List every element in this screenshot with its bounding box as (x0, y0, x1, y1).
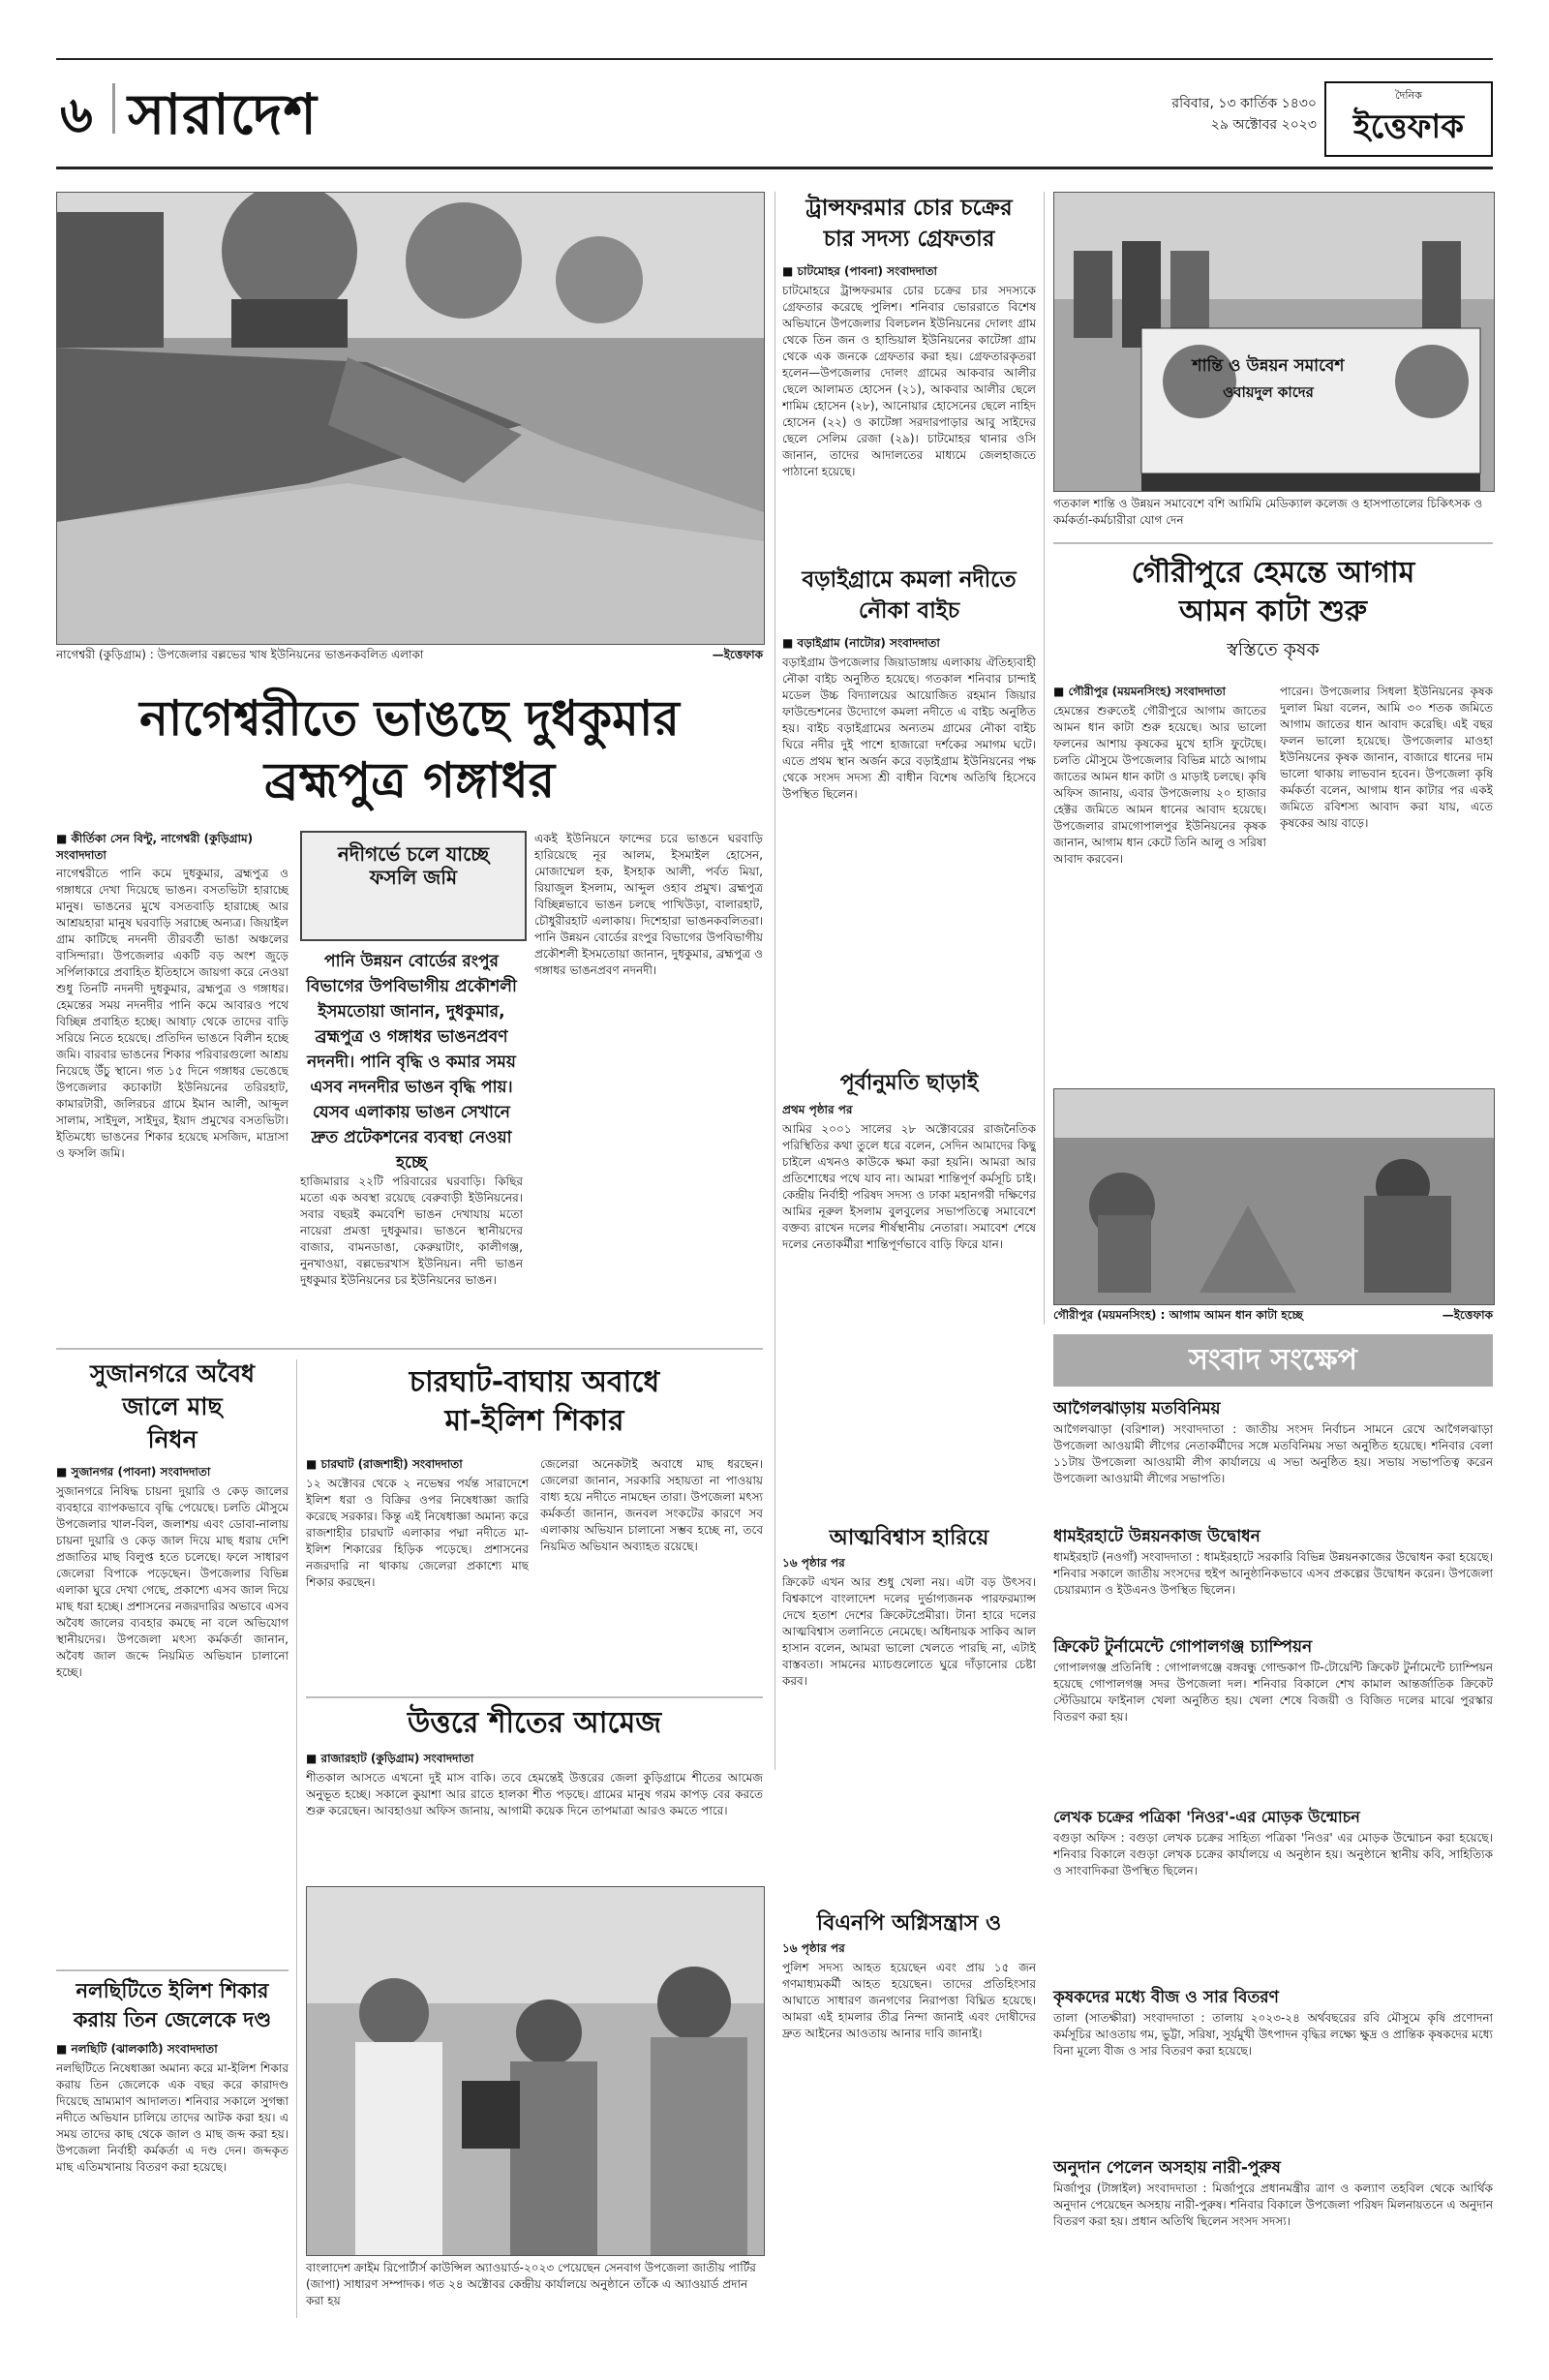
gouripur-body-col-2: পারেন। উপজেলার সিধলা ইউনিয়নের কৃষক দুলাল মিয়া বলেন, আমি ৩০ শতক জমিতে আগাম জাতের ধান আবাদ করেছি। এই বছর ফলন ভালো হয়েছে। উপজেলার মাওহা ইউনিয়নের কৃষক জানান, বাজারে ধানের দাম ভালো থাকায় লাভবান হবেন। উপজেলা কৃষি কর্মকর্তা বলেন, আগাম ধান কাটার পর একই জমিতে রবিশস্য আবাদ করা যায়, এতে কৃষকের আয় বাড়ে। (1280, 685, 1493, 830)
nalchity-byline: ■ নলছিটি (ঝালকাঠি) সংবাদদাতা (56, 2042, 218, 2056)
column-divider-1 (774, 192, 775, 1770)
masthead-logo (1324, 81, 1493, 157)
sujanagar-headline-2: জালে মাছ (122, 1392, 223, 1420)
harvest-photo-credit: —ইত্তেফাক (1442, 1308, 1493, 1322)
brief-3-body: গোপালগঞ্জ প্রতিনিধি : গোপালগঞ্জে বঙ্গবন্ধু গোল্ডকাপ টি-টোয়েন্টি ক্রিকেট টুর্নামেন্টে চ্যাম্পিয়ন হয়েছে গোপালগঞ্জ সদর উপজেলা দল। শনিবার বিকালে শেখ কামাল আন্তর্জাতিক ক্রিকেট স্টেডিয়ামে ফাইনাল খেলা অনুষ্ঠিত হয়। খেলা শেষে বিজয়ী ও বিজিত দলের মাঝে পুরস্কার বিতরণ করা হয়। (1053, 1661, 1493, 1724)
winter-body: শীতকাল আসতে এখনো দুই মাস বাকি। তবে হেমন্তেই উত্তরের জেলা কুড়িগ্রামে শীতের আমেজ অনুভূত হচ্ছে। সকালে কুয়াশা আর রাতে হালকা শীত পড়ছে। গ্রামের মানুষ গরম কাপড় বের করতে শুরু করেছেন। আবহাওয়া অফিস জানায়, আগামী কয়েক দিনে তাপমাত্রা আরও কমতে পারে। (306, 1771, 763, 1817)
permission-body: আমির ২০০১ সালের ২৮ অক্টোবরের রাজনৈতিক পরিস্থিতির কথা তুলে ধরে বলেন, সেদিন আমাদের কিছু চাইলে এখনও কাউকে ক্ষমা করা হয়নি। আমরা আর প্রতিশোধের পথে যাব না। আমরা শান্তিপূর্ণ কর্মসূচি চাই। কেন্দ্রীয় নির্বাহী পরিষদ সদস্য ও ঢাকা মহানগরী দক্ষিণের আমির নূরুল ইসলাম বুলবুলের সভাপতিত্বে সমাবেশে বক্তব্য রাখেন দলের শীর্ষস্থানীয় নেতারা। সমাবেশ শেষে দলের নেতাকর্মীরা শান্তিপূর্ণভাবে বাড়ি ফিরে যান। (782, 1122, 1036, 1251)
lead-headline-line-1: নাগেশ্বরীতে ভাঙছে দুধকুমার (139, 690, 680, 747)
lead-photo (56, 192, 765, 645)
column-divider-lower (296, 1359, 297, 2318)
sujanagar-bottom-rule (56, 1969, 289, 1971)
sujanagar-byline: ■ সুজানগর (পাবনা) সংবাদদাতা (56, 1465, 211, 1479)
bnp-body: পুলিশ সদস্য আহত হয়েছেন এবং প্রায় ১৫ জন গণমাধ্যমকর্মী আহত হয়েছেন। তাদের প্রতিহিংসার আঘাতে সাধারণ জনগণের নিরাপত্তা বিঘ্নিত হয়েছে। আমরা এই হামলার তীব্র নিন্দা জানাই এবং দোষীদের দ্রুত আইনের আওতায় আনার দাবি জানাই। (782, 1961, 1036, 2040)
award-photo (306, 1886, 765, 2256)
brief-5-title: কৃষকদের মধ্যে বীজ ও সার বিতরণ (1053, 1988, 1279, 2007)
lead-photo-credit: —ইত্তেফাক (712, 648, 763, 661)
charghat-headline-1: চারঘাট-বাঘায় অবাধে (409, 1365, 660, 1399)
lead-box-header (300, 831, 527, 941)
gouripur-headline-1: গৌরীপুরে হেমন্তে আগাম (1131, 556, 1415, 590)
lead-box-quote: পানি উন্নয়ন বোর্ডের রংপুর বিভাগের উপবিভাগীয় প্রকৌশলী ইসমতোয়া জানান, দুধকুমার, ব্রহ্মপুত্র ও গঙ্গাধর ভাঙনপ্রবণ নদনদী। পানি বৃদ্ধি ও কমার সময় এসব নদনদীর ভাঙন বৃদ্ধি পায়। যেসব এলাকায় ভাঙন সেখানে দ্রুত প্রটেকশনের ব্যবস্থা নেওয়া হচ্ছে (306, 952, 517, 1173)
bnp-byline: ১৬ পৃষ্ঠার পর (782, 1941, 845, 1955)
transformer-headline-1: ট্রান্সফরমার চোর চক্রের (805, 196, 1013, 221)
nalchity-body: নলছিটিতে নিষেধাজ্ঞা অমান্য করে মা-ইলিশ শিকার করায় তিন জেলেকে এক বছর করে কারাদণ্ড দিয়েছে ভ্রাম্যমাণ আদালত। শনিবার সকালে সুগন্ধা নদীতে অভিযান চালিয়ে তাদের আটক করা হয়। এ সময় তাদের কাছ থেকে জাল ও মাছ জব্দ করা হয়। উপজেলা নির্বাহী কর্মকর্তা এ দণ্ড দেন। জব্দকৃত মাছ এতিমখানায় বিতরণ করা হয়েছে। (56, 2061, 289, 2174)
award-photo-caption: বাংলাদেশ ক্রাইম রিপোর্টার্স কাউন্সিল অ্যাওয়ার্ড-২০২৩ পেয়েছেন সেনবাগ উপজেলা জাতীয় পার্টির (জাপা) সাধারণ সম্পাদক। গত ২৪ অক্টোবর কেন্দ্রীয় কার্যালয়ে অনুষ্ঠানে তাঁকে এ অ্যাওয়ার্ড প্রদান করা হয় (306, 2261, 756, 2307)
nalchity-headline-2: করায় তিন জেলেকে দণ্ড (73, 2008, 272, 2031)
page-number-separator (112, 83, 115, 134)
sujanagar-headline-3: নিধন (147, 1425, 197, 1453)
gouripur-byline: ■ গৌরীপুর (ময়মনসিংহ) সংবাদদাতা (1053, 685, 1226, 698)
lead-photo-caption: নাগেশ্বরী (কুড়িগ্রাম) : উপজেলার বল্লভের খাষ ইউনিয়নের ভাঙনকবলিত এলাকা (56, 648, 424, 661)
charghat-bottom-rule (306, 1696, 763, 1698)
sujanagar-body: সুজানগরে নিষিদ্ধ চায়না দুয়ারি ও কেড় জালের ব্যবহারে ব্যাপকভাবে বৃদ্ধি পেয়েছে। চলতি মৌসুমে উপজেলার খাল-বিল, জলাশয় এবং ডোবা-নালায় চায়না দুয়ারি ও কেড় জাল দিয়ে মাছ ধরায় দেশি প্রজাতির মাছ বিলুপ্ত হতে চলেছে। ফলে সাধারণ জেলেরা বিপাকে পড়েছেন। উপজেলার বিভিন্ন এলাকা ঘুরে দেখা গেছে, প্রকাশ্যে এসব জাল দিয়ে মাছ ধরা হচ্ছে। প্রশাসনের নজরদারির অভাবে এসব অবৈধ জালের ব্যবহার কমছে না বলে অভিযোগ স্থানীয়দের। উপজেলা মৎস্য কর্মকর্তা জানান, অবৈধ জাল জব্দে নিয়মিত অভিযান চালানো হচ্ছে। (56, 1484, 289, 1679)
transformer-headline-2: চার সদস্য গ্রেফতার (823, 227, 995, 252)
charghat-body-col-1: ১২ অক্টোবর থেকে ২ নভেম্বর পর্যন্ত সারাদেশে ইলিশ ধরা ও বিক্রির ওপর নিষেধাজ্ঞা জারি করেছে সরকার। কিন্তু এই নিষেধাজ্ঞা অমান্য করে রাজশাহীর চারঘাট এলাকার পদ্মা নদীতে মা-ইলিশ শিকারের হিড়িক পড়েছে। প্রশাসনের নজরদারি না থাকায় জেলেরা প্রকাশ্যে মাছ শিকার করছেন। (306, 1477, 529, 1589)
sujanagar-headline-1: সুজানগরে অবৈধ (89, 1359, 256, 1388)
nalchity-headline-1: নলছিটিতে ইলিশ শিকার (76, 1979, 269, 2002)
brief-5-body: তালা (সাতক্ষীরা) সংবাদদাতা : তালায় ২০২৩-২৪ অর্থবছরের রবি মৌসুমে কৃষি প্রণোদনা কর্মসূচির আওতায় গম, ভুট্টা, সরিষা, সূর্যমুখী উৎপাদন বৃদ্ধির লক্ষ্যে ক্ষুদ্র ও প্রান্তিক কৃষকদের মধ্যে বিনা মূল্যে বীজ ও সার বিতরণ করা হয়েছে। (1053, 2011, 1493, 2058)
charghat-body-col-2: জেলেরা অনেকটাই অবাধে মাছ ধরছেন। জেলেরা জানান, সরকারি সহায়তা না পাওয়ায় বাধ্য হয়ে নদীতে নামছেন তারা। উপজেলা মৎস্য কর্মকর্তা জানান, জনবল সংকটের কারণে সব এলাকায় অভিযান চালানো সম্ভব হচ্ছে না, তবে নিয়মিত অভিযান অব্যাহত রয়েছে। (540, 1457, 763, 1553)
rally-photo (1053, 192, 1495, 492)
lead-bottom-rule (56, 1348, 763, 1350)
rally-photo-caption: গতকাল শান্তি ও উন্নয়ন সমাবেশে বশি আমিমি মেডিক্যাল কলেজ ও হাসপাতালের চিকিৎসক ও কর্মকর্তা-কর্মচারীরা যোগ দেন (1053, 497, 1483, 527)
confidence-body: ক্রিকেট এখন আর শুধু খেলা নয়। এটা বড় উৎসব। বিশ্বকাপে বাংলাদেশ দলের দুর্ভাগ্যজনক পারফরম্যান্স দেখে হতাশ দেশের ক্রিকেটপ্রেমীরা। টানা হারে দলের আত্মবিশ্বাস তলানিতে নেমেছে। অধিনায়ক সাকিব আল হাসান বলেন, আমরা ভালো খেলতে পারছি না, এটাই বাস্তবতা। সামনের ম্যাচগুলোতে ঘুরে দাঁড়ানোর চেষ্টা করব। (782, 1575, 1036, 1688)
harvest-photo-caption: গৌরীপুর (ময়মনসিংহ) : আগাম আমন ধান কাটা হচ্ছে (1053, 1308, 1303, 1322)
news-brief-banner: সংবাদ সংক্ষেপ (1053, 1334, 1493, 1387)
transformer-byline: ■ চাটমোহর (পাবনা) সংবাদদাতা (782, 264, 937, 278)
brief-1-title: আগৈলঝাড়ায় মতবিনিময় (1053, 1399, 1221, 1419)
transformer-body: চাটমোহরে ট্রান্সফরমার চোর চক্রের চার সদস্যকে গ্রেফতার করেছে পুলিশ। শনিবার ভোররাতে বিশেষ অভিযানে উপজেলার বিলচলন ইউনিয়নের দোলং গ্রাম থেকে তিন জন ও হান্ডিয়াল ইউনিয়নের কাটেঙ্গা গ্রাম থেকে এক জনকে গ্রেফতার করা হয়। গ্রেফতারকৃতরা হলেন—উপজেলার দোলং গ্রামের আকবার আলীর ছেলে আলামত হোসেন (২১), আকবার আলীর ছেলে শামিম হোসেন (২৮), আনোয়ার হোসেনের ছেলে নাহিদ হোসেন (২২) ও কাটেঙ্গা সরদারপাড়ার আবু সাইদের ছেলে সেলিম রেজা (২৯)। চাটমোহর থানার ওসি জানান, তাদের আদালতের মাধ্যমে জেলহাজতে পাঠানো হয়েছে। (782, 284, 1036, 478)
brief-6-title: অনুদান পেলেন অসহায় নারী-পুরুষ (1053, 2158, 1281, 2178)
boat-body: বড়াইগ্রাম উপজেলার জিয়াডাঙ্গায় এলাকায় ঐতিহ্যবাহী নৌকা বাইচ অনুষ্ঠিত হয়েছে। গতকাল শনিবার চান্দাই মডেল উচ্চ বিদ্যালয়ের আয়োজিত রহমান জিয়ার ফাউন্ডেশনের উদ্যোগে কমলা নদীতে এ বাইচ অনুষ্ঠিত হয়। বাইচ বড়াইগ্রামের অন্যতম গ্রামের নৌকা বাইচ ঘিরে নদীর দুই পাশে হাজারো দর্শকের সমাগম ঘটে। এতে প্রথম স্থান অর্জন করে বড়াইগ্রাম ইউনিয়নের পক্ষ থেকে সংসদ সদস্য শ্রী বাধীন বিশেষ অতিথি হিসেবে উপস্থিত ছিলেন। (782, 656, 1036, 801)
lead-headline-line-2: ব্রহ্মপুত্র গঙ্গাধর (263, 752, 556, 809)
charghat-headline-2: মা-ইলিশ শিকার (444, 1404, 624, 1438)
brief-2-title: ধামইরহাটে উন্নয়নকাজ উদ্বোধন (1053, 1527, 1260, 1546)
boat-headline-1: বড়াইগ্রামে কমলা নদীতে (802, 567, 1017, 593)
brief-1-body: আগৈলঝাড়া (বরিশাল) সংবাদদাতা : জাতীয় সংসদ নির্বাচন সামনে রেখে আগৈলঝাড়া উপজেলা আওয়ামী লীগের নেতাকর্মীদের সঙ্গে মতবিনিময় সভা অনুষ্ঠিত হয়েছে। শনিবার বেলা ১১টায় উপজেলা আওয়ামী লীগ কার্যালয়ে এ সভা অনুষ্ঠিত হয়। সভায় সভাপতিত্ব করেন উপজেলা আওয়ামী লীগের সভাপতি। (1053, 1422, 1493, 1485)
brief-6-body: মির্জাপুর (টাঙ্গাইল) সংবাদদাতা : মির্জাপুরে প্রধানমন্ত্রীর ত্রাণ ও কল্যাণ তহবিল থেকে আর্থিক অনুদান পেয়েছেন অসহায় নারী-পুরুষ। শনিবার বিকালে উপজেলা পরিষদ মিলনায়তনে এ অনুদান বিতরণ করা হয়। প্রধান অতিথি ছিলেন সংসদ সদস্য। (1053, 2182, 1493, 2228)
lead-body-col-4: একই ইউনিয়নে ফান্দের চরে ভাঙনে ঘরবাড়ি হারিয়েছে নূর আলম, ইসমাইল হোসেন, মোজাম্মেল হক, ইসহাক আলী, পর্বত মিয়া, রিয়াজুল ইসলাম, আব্দুল ওহাব প্রমুখ। ব্রহ্মপুত্র বিচ্ছিন্নভাবে ভাঙন চলছে পাখিউড়া, বালারহাট, চৌধুরীরহাট এলাকায়। দিশেহারা ভাঙনকবলিতরা। পানি উন্নয়ন বোর্ডের রংপুর বিভাগের উপবিভাগীয় প্রকৌশলী ইসমতোয়া জানান, দুধকুমার, ব্রহ্মপুত্র ও গঙ্গাধর ভাঙনপ্রবণ নদনদী। (534, 832, 763, 977)
award-ceremony-image (307, 1887, 764, 2255)
rice-harvest-image (1054, 1089, 1494, 1304)
winter-headline: উত্তরে শীতের আমেজ (407, 1706, 662, 1740)
column-divider-2 (1044, 192, 1045, 1325)
charghat-byline: ■ চারঘাট (রাজশাহী) সংবাদদাতা (306, 1457, 463, 1471)
date-bengali: রবিবার, ১৩ কার্তিক ১৪৩০ (1171, 96, 1317, 111)
boat-byline: ■ বড়াইগ্রাম (নাটোর) সংবাদদাতা (782, 636, 940, 650)
box-header-line-2: ফসলি জমি (369, 866, 458, 889)
section-title: সারাদেশ (128, 81, 318, 147)
lead-byline: ■ কীর্তিকা সেন বিন্টু, নাগেশ্বরী (কুড়িগ্রাম) সংবাদদাতা (56, 832, 254, 862)
date-english: ২৯ অক্টোবর ২০২৩ (1210, 117, 1317, 133)
harvest-photo (1053, 1088, 1495, 1305)
bnp-headline: বিএনপি অগ্নিসন্ত্রাস ও (816, 1911, 1002, 1936)
brief-3-title: ক্রিকেট টুর্নামেন্টে গোপালগঞ্জ চ্যাম্পিয়ন (1053, 1637, 1313, 1657)
river-erosion-image (57, 193, 764, 644)
logo-name: ইত্তেফাক (1352, 107, 1465, 146)
box-header-line-1: নদীগর্ভে চলে যাচ্ছে (337, 842, 490, 866)
confidence-headline: আত্মবিশ্বাস হারিয়ে (829, 1526, 989, 1550)
rally-banner-text-2: ওবায়দুল কাদের (1223, 383, 1314, 401)
winter-byline: ■ রাজারহাট (কুড়িগ্রাম) সংবাদদাতা (306, 1752, 474, 1765)
top-rule (56, 58, 1493, 60)
rally-image (1054, 193, 1494, 491)
brief-2-body: ধামইরহাট (নওগাঁ) সংবাদদাতা : ধামইরহাটে সরকারি বিভিন্ন উন্নয়নকাজের উদ্বোধন করা হয়েছে। শনিবার সকালে জাতীয় সংসদের হুইপ আনুষ্ঠানিকভাবে এসব প্রকল্পের উদ্বোধন করেন। উপজেলা চেয়ারম্যান ও ইউএনও উপস্থিত ছিলেন। (1053, 1550, 1493, 1597)
permission-byline: প্রথম পৃষ্ঠার পর (782, 1103, 853, 1116)
confidence-byline: ১৬ পৃষ্ঠার পর (782, 1556, 845, 1570)
gouripur-subhead: স্বস্তিতে কৃষক (1227, 639, 1320, 660)
header-bottom-rule (56, 167, 1493, 169)
brief-4-title: লেখক চক্রের পত্রিকা 'নিওর'-এর মোড়ক উন্মোচন (1053, 1808, 1360, 1826)
lead-body-col-1: নাগেশ্বরীতে পানি কমে দুধকুমার, ব্রহ্মপুত্র ও গঙ্গাধরে দেখা দিয়েছে ভাঙন। বসতভিটা হারাচ্ছে মানুষ। ভাঙনের মুখে বসতবাড়ি হারাচ্ছে আর আশ্রয়হারা মানুষ ঘরবাড়ি সরাচ্ছে অন্যত্র। জিয়াইল গ্রাম কাটিছে নদনদী তীরবর্তী ভাঙা অঞ্চলের বাসিন্দারা। উপজেলার একটি বড় অংশ জুড়ে সর্পিলাকারে প্রবাহিত ইতিহাসে জায়গা করে নেওয়া শুধু তিনটি নদনদী দুধকুমার, ব্রহ্মপুত্র ও গঙ্গাধর। হেমন্তের সময় নদনদীর পানি কমে আবারও পথে বিচ্ছিন্ন প্রবাহিত হচ্ছে। আষাঢ় থেকে তাদের বাড়ি সরিয়ে নিতে হয়েছে। প্রতিদিন ভাঙনে বিলীন হচ্ছে জমি। বারবার ভাঙনের শিকার পরিবারগুলো আশ্রয় নিয়েছে উঁচু স্থানে। গত ১৫ দিনে গঙ্গাধর ভেঙেছে উপজেলার কচাকাটা ইউনিয়নের তরিরহাট, কামারটারী, জলিরচর গ্রামে ইমান আলী, আব্দুল সালাম, সাইদুল, সাইদুর, ইয়াদ প্রমুখের বসতভিটা। ইতিমধ্যে ভাঙনের শিকার হয়েছে মসজিদ, মাদ্রাসা ও ফসলি জমি। (56, 867, 289, 1160)
rally-banner-text-1: শান্তি ও উন্নয়ন সমাবেশ (1192, 356, 1345, 376)
permission-headline: পূর্বানুমতি ছাড়াই (839, 1071, 979, 1095)
boat-headline-2: নৌকা বাইচ (858, 598, 960, 624)
logo-top-text: দৈনিক (1395, 89, 1422, 102)
gouripur-headline-2: আমন কাটা শুরু (1178, 595, 1368, 628)
rally-bottom-rule (1053, 542, 1493, 544)
page-number: ৬ (60, 86, 93, 144)
brief-4-body: বগুড়া অফিস : বগুড়া লেখক চক্রের সাহিত্য পত্রিকা 'নিওর' এর মোড়ক উন্মোচন করা হয়েছে। শনিবার বিকালে বগুড়া লেখক চক্রের কার্যালয়ে এ অনুষ্ঠান হয়। অনুষ্ঠানে স্থানীয় কবি, সাহিত্যিক ও সাংবাদিকরা উপস্থিত ছিলেন। (1053, 1831, 1493, 1877)
lead-body-col-3: হাজিমারার ২২টি পরিবারের ঘরবাড়ি। কিছির মতো এক অবস্থা রয়েছে বেরুবাড়ী ইউনিয়নের। সবার বছরই কমবেশি ভাঙন দেখাযায় মতো নায়েরা প্রমত্তা দুধকুমার। ভাঙনে স্থানীয়দের বাজার, বামনডাঙা, কেরুয়াটাং, কালীগঞ্জ, নুনখাওয়া, বল্লভেরখাস ইউনিয়ন। নদী ভাঙন দুধকুমার ইউনিয়নের চর ইউনিয়নের ভাঙন। (300, 1175, 523, 1287)
gouripur-body-col-1: হেমন্তের শুরুতেই গৌরীপুরে আগাম জাতের আমন ধান কাটা শুরু হয়েছে। আর ভালো ফলনের আশায় কৃষকের মুখে হাসি ফুটেছে। চলতি মৌসুমে উপজেলার বিভিন্ন মাঠে আগাম জাতের আমন ধান কাটা ও মাড়াই চলছে। কৃষি অফিস জানায়, এবার উপজেলায় ২০ হাজার হেক্টর জমিতে আমন ধানের আবাদ হয়েছে। উপজেলার রামগোপালপুর ইউনিয়নের কৃষক জানান, আগাম ধান কেটে তিনি আলু ও সরিষা আবাদ করবেন। (1053, 704, 1266, 866)
